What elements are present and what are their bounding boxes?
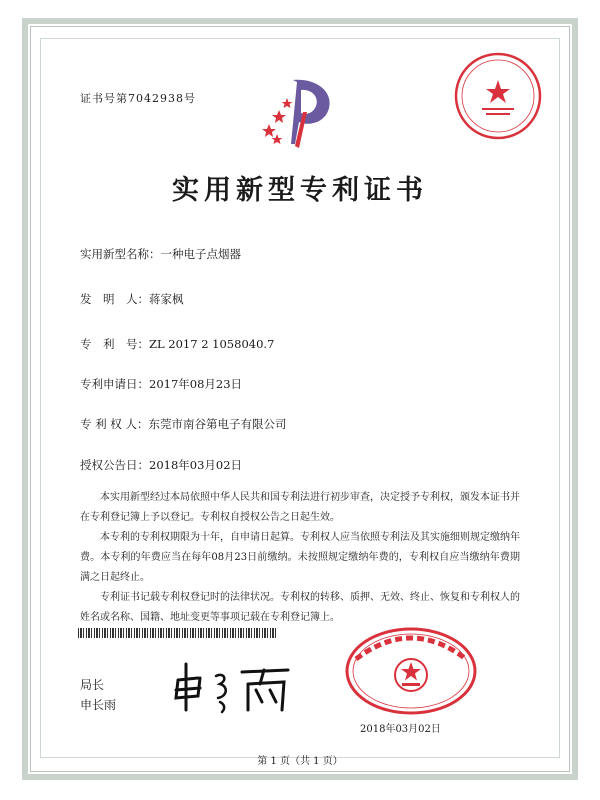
body-paragraph: 本专利的专利权期限为十年，自申请日起算。专利权人应当依照专利法及其实施细则规定缴纳年费。本专利的年费应当在每年08月23日前缴纳。未按照规定缴纳年费的，专利权自应当缴纳年费期满之日起终止。 bbox=[80, 532, 520, 583]
field-application-date bbox=[80, 376, 242, 392]
field-patentee bbox=[80, 416, 286, 432]
field-patent-number bbox=[80, 336, 274, 352]
director-name: 申长雨 bbox=[80, 698, 117, 712]
field-label: 发 明 人： bbox=[80, 292, 149, 306]
state-ip-office-seal-icon bbox=[342, 615, 480, 715]
field-value: 2018年03月02日 bbox=[149, 458, 243, 472]
certificate-number: 证书号第7042938号 bbox=[80, 92, 196, 105]
body-paragraph: 专利证书记载专利权登记时的法律状况。专利权的转移、质押、无效、终止、恢复和专利权人的姓名或名称、国籍、地址变更等事项记载在专利登记簿上。 bbox=[80, 592, 520, 623]
field-inventor bbox=[80, 291, 184, 307]
field-label: 实用新型名称： bbox=[80, 247, 161, 261]
signature-icon bbox=[168, 650, 298, 720]
field-value: 2017年08月23日 bbox=[149, 377, 243, 391]
seal-date: 2018年03月02日 bbox=[360, 724, 441, 735]
field-label: 授权公告日： bbox=[80, 458, 149, 472]
field-value: 一种电子点烟器 bbox=[160, 247, 241, 261]
field-grant-announcement-date bbox=[80, 457, 242, 473]
director-title: 局长 bbox=[80, 678, 105, 692]
patent-office-logo-icon bbox=[255, 72, 345, 152]
barcode bbox=[78, 628, 278, 638]
field-utility-model-name bbox=[80, 246, 241, 262]
field-label: 专 利 号： bbox=[80, 337, 149, 351]
body-paragraph: 本实用新型经过本局依照中华人民共和国专利法进行初步审查，决定授予专利权，颁发本证书并在专利登记簿上予以登记。专利权自授权公告之日起生效。 bbox=[80, 492, 520, 523]
field-label: 专利申请日： bbox=[80, 377, 149, 391]
field-value: ZL 2017 2 1058040.7 bbox=[149, 337, 275, 351]
field-value: 蒋家枫 bbox=[149, 292, 184, 306]
certificate-title: 实用新型专利证书 bbox=[172, 175, 428, 206]
certificate-body bbox=[80, 488, 520, 628]
field-value: 东莞市南谷第电子有限公司 bbox=[148, 417, 287, 431]
agency-seal-icon bbox=[452, 50, 544, 142]
page-number: 第 1 页（共 1 页） bbox=[257, 756, 343, 767]
field-label: 专 利 权 人： bbox=[80, 417, 149, 431]
